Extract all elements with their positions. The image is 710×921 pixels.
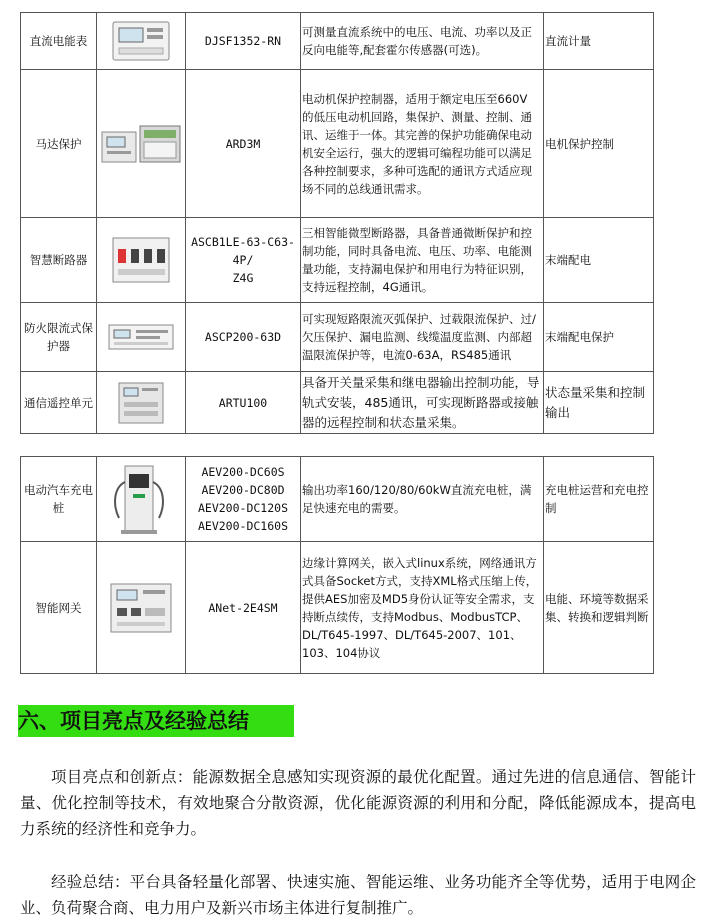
product-name-cell: 防火限流式保护器: [21, 303, 97, 372]
telecontrol-unit-device-image: [115, 380, 167, 426]
model-line: ASCB1LE-63-C63-4P/: [191, 235, 295, 267]
product-name-cell: 马达保护: [21, 70, 97, 218]
product-model-cell: [186, 70, 301, 218]
smart-breaker-device-image: [110, 235, 172, 285]
product-name-cell: 智能网关: [21, 542, 97, 674]
product-image-cell: [97, 13, 186, 70]
product-name-cell: 智慧断路器: [21, 218, 97, 303]
table-row: [21, 542, 654, 674]
product-desc-cell: 具备开关量采集和继电器输出控制功能，导轨式安装，485通讯，可实现断路器或接触器的远程控制和状态量采集。: [301, 372, 544, 434]
current-limit-protector-device-image: [106, 320, 176, 354]
model-line: Z4G: [232, 271, 254, 285]
model-line: ARD3M: [225, 136, 261, 151]
table-row: [21, 457, 654, 542]
product-use-cell: 电能、环境等数据采集、转换和逻辑判断: [544, 542, 654, 674]
product-table-1: [20, 12, 654, 434]
table-row: [21, 70, 654, 218]
product-model-cell: [186, 218, 301, 303]
experience-paragraph: 经验总结：平台具备轻量化部署、快速实施、智能运维、业务功能齐全等优势，适用于电网企业、负荷聚合商、电力用户及新兴市场主体进行复制推广。: [20, 873, 696, 917]
product-table-2: [20, 456, 654, 674]
model-line: DJSF1352-RN: [204, 34, 282, 48]
product-desc-cell: 输出功率160/120/80/60kW直流充电桩，满足快速充电的需要。: [301, 457, 544, 542]
product-model-cell: [186, 13, 301, 70]
motor-protector-device-image: [100, 122, 182, 166]
product-desc-cell: 可实现短路限流灭弧保护、过载限流保护、过/欠压保护、漏电监测、线缆温度监测、内部超温限流保护等，电流0-63A，RS485通讯: [301, 303, 544, 372]
model-line: AEV200-DC160S: [197, 519, 288, 533]
product-desc-cell: 边缘计算网关，嵌入式linux系统，网络通讯方式具备Socket方式，支持XML格式压缩上传，提供AES加密及MD5身份认证等安全需求，支持断点续传，支持Modbus、ModbusTCP、DL/T645-1997、DL/T645-2007、101、103、104协议: [301, 542, 544, 674]
product-desc-cell: 三相智能微型断路器，具备普通微断保护和控制功能，同时具备电流、电压、功率、电能测量功能，支持漏电保护和用电行为特征识别，支持远程控制，4G通讯。: [301, 218, 544, 303]
table-row: [21, 372, 654, 434]
product-use-cell: 末端配电保护: [544, 303, 654, 372]
product-model-cell: [186, 542, 301, 674]
product-model-cell: [186, 303, 301, 372]
product-name-cell: 直流电能表: [21, 13, 97, 70]
product-image-cell: [97, 70, 186, 218]
model-line: ANet-2E4SM: [208, 600, 278, 615]
product-image-cell: [97, 218, 186, 303]
product-desc-cell: 电动机保护控制器，适用于额定电压至660V 的低压电动机回路，集保护、测量、控制、通讯、运维于一体。其完善的保护功能确保电动机安全运行，强大的逻辑可编程功能可以满足各种控制要求，多种可选配的通讯方式适应现场不同的总线通讯需求。: [301, 70, 544, 218]
product-image-cell: [97, 372, 186, 434]
product-use-cell: 电机保护控制: [544, 70, 654, 218]
product-image-cell: [97, 457, 186, 542]
ev-charger-device-image: [111, 462, 171, 536]
product-model-cell: [186, 457, 301, 542]
product-use-cell: 末端配电: [544, 218, 654, 303]
product-use-cell: 状态量采集和控制输出: [544, 372, 654, 434]
model-line: ARTU100: [218, 395, 268, 410]
smart-gateway-device-image: [105, 578, 177, 638]
product-image-cell: [97, 303, 186, 372]
model-line: AEV200-DC60S: [201, 465, 285, 479]
product-use-cell: 直流计量: [544, 13, 654, 70]
product-image-cell: [97, 542, 186, 674]
product-desc-cell: 可测量直流系统中的电压、电流、功率以及正反向电能等,配套霍尔传感器(可选)。: [301, 13, 544, 70]
highlights-paragraph: 项目亮点和创新点：能源数据全息感知实现资源的最优化配置。通过先进的信息通信、智能计量、优化控制等技术，有效地聚合分散资源，优化能源资源的利用和分配，降低能源成本，提高电力系统的经济性和竞争力。: [20, 768, 696, 838]
table-row: [21, 13, 654, 70]
product-use-cell: 充电桩运营和充电控制: [544, 457, 654, 542]
table-row: [21, 303, 654, 372]
table-row: [21, 218, 654, 303]
model-line: ASCP200-63D: [204, 330, 282, 344]
model-line: AEV200-DC120S: [197, 501, 288, 515]
section-heading: 六、项目亮点及经验总结: [18, 705, 294, 737]
model-line: AEV200-DC80D: [201, 483, 285, 497]
dc-meter-device-image: [109, 18, 173, 64]
product-model-cell: [186, 372, 301, 434]
product-name-cell: 通信遥控单元: [21, 372, 97, 434]
product-name-cell: 电动汽车充电桩: [21, 457, 97, 542]
